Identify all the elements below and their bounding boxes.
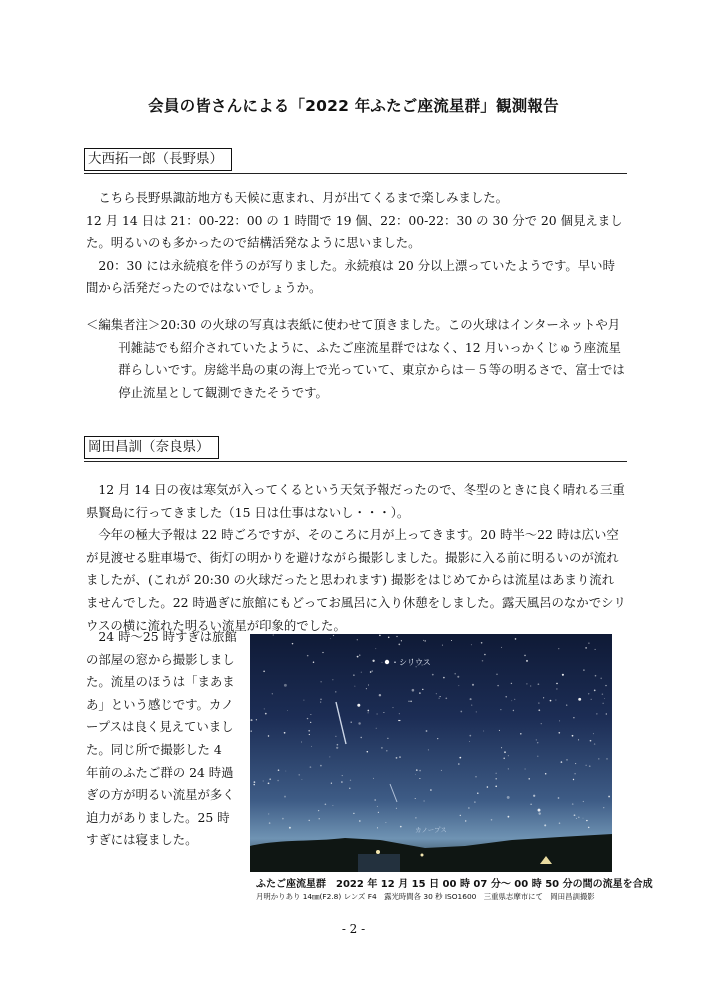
- star: [379, 694, 381, 696]
- canopus-label: カノープス: [415, 826, 447, 834]
- star: [483, 731, 484, 732]
- star: [442, 645, 443, 646]
- star: [396, 808, 397, 809]
- star: [507, 796, 510, 799]
- star: [470, 698, 472, 700]
- star: [578, 698, 581, 701]
- star: [437, 738, 438, 739]
- star: [598, 758, 599, 759]
- star: [566, 704, 567, 705]
- star: [469, 735, 471, 737]
- star: [301, 742, 302, 743]
- star: [496, 673, 498, 675]
- star: [537, 756, 538, 757]
- star: [528, 778, 529, 779]
- star: [445, 697, 447, 699]
- star: [264, 708, 265, 709]
- star: [325, 804, 327, 806]
- star: [538, 703, 539, 704]
- star: [320, 698, 322, 700]
- star: [525, 768, 526, 769]
- star: [416, 769, 418, 771]
- star: [333, 635, 334, 636]
- star: [419, 778, 420, 779]
- star: [378, 812, 379, 813]
- star: [341, 781, 343, 783]
- star: [376, 713, 377, 714]
- star: [309, 820, 310, 821]
- star: [608, 796, 610, 798]
- star: [320, 681, 321, 682]
- star: [475, 776, 476, 777]
- star: [253, 784, 254, 785]
- meteor-trail: [336, 702, 346, 744]
- star: [368, 712, 369, 713]
- star: [410, 701, 412, 703]
- night-sky-image: [250, 634, 612, 872]
- star: [588, 642, 590, 644]
- star: [350, 780, 351, 781]
- star: [282, 818, 284, 820]
- star: [310, 766, 312, 768]
- star: [319, 818, 320, 819]
- star: [331, 783, 332, 784]
- star: [377, 806, 378, 807]
- star: [591, 699, 592, 700]
- star: [511, 700, 512, 701]
- sirius-star: [385, 660, 389, 664]
- star: [537, 742, 538, 743]
- star: [491, 819, 493, 821]
- star: [332, 679, 333, 680]
- star: [439, 698, 440, 699]
- star: [573, 779, 574, 780]
- star: [351, 722, 352, 723]
- star: [544, 824, 546, 826]
- star: [387, 738, 388, 739]
- star: [559, 822, 561, 824]
- star: [335, 691, 336, 692]
- star: [332, 805, 333, 806]
- report1-paragraph: こちら長野県諏訪地方も天候に恵まれ、月が出てくるまで楽しみました。: [98, 190, 509, 205]
- star: [372, 670, 373, 671]
- report2-paragraph: 12 月 14 日の夜は寒気が入ってくるという天気予報だったので、冬型のときに良く晴れる三重県賢島に行ってきました（15 日は仕事はないし・・・）。: [86, 482, 625, 520]
- star: [419, 770, 421, 772]
- star: [586, 765, 587, 766]
- star: [520, 733, 522, 735]
- star: [251, 730, 252, 731]
- star: [376, 728, 377, 729]
- star: [555, 700, 556, 701]
- star: [514, 699, 515, 700]
- star: [432, 674, 434, 676]
- star: [379, 635, 381, 637]
- star: [495, 786, 497, 788]
- star: [263, 671, 265, 673]
- star: [398, 644, 400, 646]
- star: [268, 813, 269, 814]
- star: [562, 674, 564, 676]
- star: [503, 758, 505, 760]
- star: [273, 634, 275, 636]
- star: [595, 675, 597, 677]
- star: [558, 797, 560, 799]
- star: [335, 736, 336, 737]
- horizon-silhouette: [250, 834, 612, 872]
- star: [310, 714, 311, 715]
- star: [586, 820, 587, 821]
- star: [353, 674, 355, 676]
- star: [370, 671, 372, 673]
- star: [471, 644, 472, 645]
- star: [440, 696, 441, 697]
- star: [268, 735, 269, 736]
- star: [583, 669, 585, 671]
- star: [361, 672, 362, 673]
- star: [372, 660, 374, 662]
- star: [382, 662, 383, 663]
- star: [311, 746, 312, 747]
- star: [322, 652, 323, 653]
- star: [359, 654, 361, 656]
- star: [508, 816, 510, 818]
- star: [572, 803, 574, 805]
- star: [472, 684, 474, 686]
- star: [594, 743, 595, 744]
- star: [595, 649, 596, 650]
- star: [329, 756, 330, 757]
- star: [505, 696, 506, 697]
- star: [250, 719, 252, 721]
- star: [443, 677, 445, 679]
- star: [574, 814, 576, 816]
- star: [572, 735, 574, 737]
- star: [424, 640, 426, 642]
- star: [487, 786, 489, 788]
- star: [484, 654, 486, 656]
- star: [375, 648, 376, 649]
- star: [374, 799, 376, 801]
- star: [583, 801, 584, 802]
- star: [361, 737, 362, 738]
- report2-side-paragraph: 24 時～25 時すぎは旅館の部屋の窓から撮影しました。流星のほうは「まあまあ」という感じです。カノープスは良く見えていました。同じ所で撮影した 4 年前のふたご群の 24 時過ぎの方が明るい流星が多く迫力がありました。25 時すぎには寝ました。: [86, 629, 237, 848]
- star: [588, 827, 590, 829]
- star: [465, 820, 466, 821]
- star: [541, 723, 542, 724]
- star: [460, 815, 461, 816]
- star: [561, 761, 563, 763]
- star: [284, 796, 286, 798]
- star: [605, 685, 606, 686]
- meteor-photo: [250, 634, 612, 872]
- star: [269, 822, 271, 824]
- star: [307, 718, 308, 719]
- star: [511, 683, 512, 684]
- star: [367, 751, 368, 752]
- star: [342, 775, 343, 776]
- star: [385, 822, 386, 823]
- star: [495, 778, 497, 780]
- star: [254, 781, 256, 783]
- star: [596, 713, 597, 714]
- star: [358, 722, 360, 724]
- star: [430, 789, 432, 791]
- editor-note-text: ＜編集者注＞20:30 の火球の写真は表紙に使わせて頂きました。この火球はインターネットや月刊雑誌でも紹介されていたように、ふたご座流星群ではなく、12 月いっかくじゅう座流星群らしいです。房総半島の東の海上で光っていて、東京からは－５等の明るさで、富士では停止流星として観測できたそうです。: [86, 317, 625, 400]
- star: [496, 773, 497, 774]
- star: [515, 638, 517, 640]
- star: [268, 782, 270, 784]
- star: [401, 640, 402, 641]
- report2-side-text: [86, 626, 238, 852]
- photo-caption-details: 月明かりあり 14㎜(F2.8) レンズ F4 露光時間各 30 秒 ISO1600 三重県志摩市にて 岡田昌訓撮影: [256, 892, 595, 901]
- star: [368, 685, 369, 686]
- star: [543, 697, 544, 698]
- star: [408, 701, 409, 702]
- report1-body: [86, 187, 626, 300]
- star: [574, 773, 575, 774]
- star: [501, 747, 502, 748]
- star: [513, 710, 514, 711]
- star: [330, 638, 331, 639]
- star: [292, 643, 294, 645]
- star: [538, 709, 540, 711]
- star: [357, 656, 359, 658]
- star: [318, 810, 319, 811]
- meteor-trail: [390, 784, 397, 802]
- star: [278, 769, 280, 771]
- star: [399, 713, 400, 714]
- star: [428, 749, 429, 750]
- star: [573, 717, 574, 718]
- star: [256, 719, 257, 720]
- star: [603, 807, 604, 808]
- star: [359, 820, 361, 822]
- page-title: 会員の皆さんによる「2022 年ふたご座流星群」観測報告: [148, 97, 559, 115]
- star: [415, 817, 416, 818]
- star: [536, 739, 537, 740]
- star: [471, 704, 472, 705]
- star: [538, 809, 541, 812]
- star: [366, 688, 367, 689]
- star: [504, 751, 506, 753]
- star: [556, 688, 557, 689]
- star: [377, 827, 378, 828]
- star: [289, 827, 291, 829]
- star: [383, 712, 384, 713]
- star: [299, 774, 300, 775]
- star: [590, 740, 592, 742]
- star: [307, 655, 309, 657]
- page-number: - 2 -: [341, 922, 366, 936]
- star: [320, 765, 322, 767]
- star: [308, 730, 310, 732]
- star: [386, 750, 388, 752]
- star: [355, 686, 356, 687]
- report1-paragraph: 20：30 には永続痕を伴うのが写りました。永続痕は 20 分以上漂っていたようです。早い時間から活発だったのではないでしょうか。: [86, 257, 615, 296]
- star: [400, 826, 402, 828]
- star: [367, 710, 369, 712]
- star: [589, 765, 591, 767]
- star: [559, 720, 560, 721]
- star: [501, 647, 502, 648]
- star: [477, 793, 478, 794]
- star: [606, 758, 607, 759]
- star: [454, 673, 456, 675]
- star: [451, 640, 452, 641]
- star: [588, 693, 589, 694]
- star: [357, 704, 360, 707]
- star: [508, 755, 509, 756]
- sirius-label: ・シリウス: [391, 658, 431, 667]
- star: [392, 707, 393, 708]
- star: [284, 684, 287, 687]
- star: [602, 693, 603, 694]
- star: [604, 698, 605, 699]
- star: [301, 779, 302, 780]
- star: [524, 655, 526, 657]
- star: [558, 732, 560, 734]
- star: [530, 804, 531, 805]
- star: [526, 660, 528, 662]
- star: [576, 818, 577, 819]
- star: [419, 692, 421, 694]
- editor-note: [86, 314, 626, 404]
- star: [556, 683, 557, 684]
- report1-paragraph: 12 月 14 日は 21：00-22：00 の 1 時間で 19 個、22：00-22：30 の 30 分で 20 個見えました。明るいのも多かったので結構活発なように思いました。: [86, 212, 623, 251]
- photo-caption: ふたご座流星群 2022 年 12 月 15 日 00 時 07 分～ 00 時 50 分の間の流星を合成: [256, 879, 653, 890]
- star: [458, 685, 459, 686]
- star: [265, 713, 267, 715]
- star: [594, 690, 596, 692]
- star: [287, 710, 288, 711]
- star: [578, 817, 580, 819]
- star: [476, 711, 477, 712]
- star: [284, 732, 286, 734]
- star: [578, 739, 579, 740]
- star: [500, 709, 501, 710]
- star: [458, 763, 460, 765]
- star: [423, 640, 424, 641]
- star: [550, 700, 552, 702]
- star: [508, 768, 509, 769]
- star: [575, 763, 576, 764]
- star: [603, 703, 604, 704]
- star: [606, 713, 607, 714]
- star: [399, 756, 400, 757]
- star: [415, 798, 416, 799]
- star: [269, 778, 271, 780]
- star: [441, 770, 442, 771]
- star: [499, 730, 500, 731]
- star: [399, 720, 400, 721]
- star: [600, 678, 602, 680]
- star: [422, 689, 423, 690]
- star: [396, 636, 397, 637]
- star: [309, 734, 310, 735]
- star: [303, 700, 304, 701]
- star: [310, 722, 311, 723]
- report2-body: [86, 479, 626, 637]
- star: [468, 807, 469, 808]
- star: [426, 730, 428, 732]
- star: [538, 812, 540, 814]
- star: [457, 676, 459, 678]
- author-heading-onishi: 大西拓一郎（長野県）: [84, 148, 232, 171]
- star: [263, 780, 264, 781]
- star: [497, 685, 498, 686]
- star: [320, 702, 321, 703]
- star: [349, 788, 350, 789]
- star: [373, 778, 374, 779]
- star: [558, 648, 559, 649]
- star: [388, 637, 390, 639]
- star: [538, 683, 540, 685]
- star: [336, 747, 338, 749]
- star: [526, 683, 527, 684]
- star: [436, 693, 437, 694]
- star: [313, 661, 314, 662]
- star: [277, 780, 279, 782]
- star: [396, 757, 398, 759]
- star: [593, 733, 594, 734]
- star: [357, 639, 358, 640]
- star: [583, 818, 584, 819]
- star: [285, 771, 286, 772]
- star: [460, 711, 462, 713]
- star: [415, 774, 416, 775]
- star: [566, 759, 567, 760]
- report2-paragraph: 今年の極大予報は 22 時ごろですが、そのころに月が上ってきます。20 時半～22 時は広い空が見渡せる駐車場で、街灯の明かりを避けながら撮影しました。撮影に入る前に明るいのが流れましたが、(これが 20:30 の火球だったと思われます) 撮影をはじめてからは流星はあまり流れませんでした。22 時過ぎに旅館にもどってお風呂に入り休憩をしました。露天風呂のなかでシリウスの横に流れた明るい流星が印象的でした。: [86, 527, 626, 633]
- author-heading-okada: 岡田昌訓（奈良県）: [84, 436, 219, 459]
- star: [337, 744, 339, 746]
- star: [481, 642, 483, 644]
- star: [530, 685, 531, 686]
- star: [272, 693, 273, 694]
- star: [469, 741, 470, 742]
- star: [459, 757, 461, 759]
- star: [423, 800, 424, 801]
- star: [412, 689, 415, 692]
- star: [353, 813, 354, 814]
- star: [585, 647, 587, 649]
- star: [545, 773, 547, 775]
- star: [474, 801, 475, 802]
- star: [482, 660, 484, 662]
- star: [381, 747, 383, 749]
- star: [533, 795, 535, 797]
